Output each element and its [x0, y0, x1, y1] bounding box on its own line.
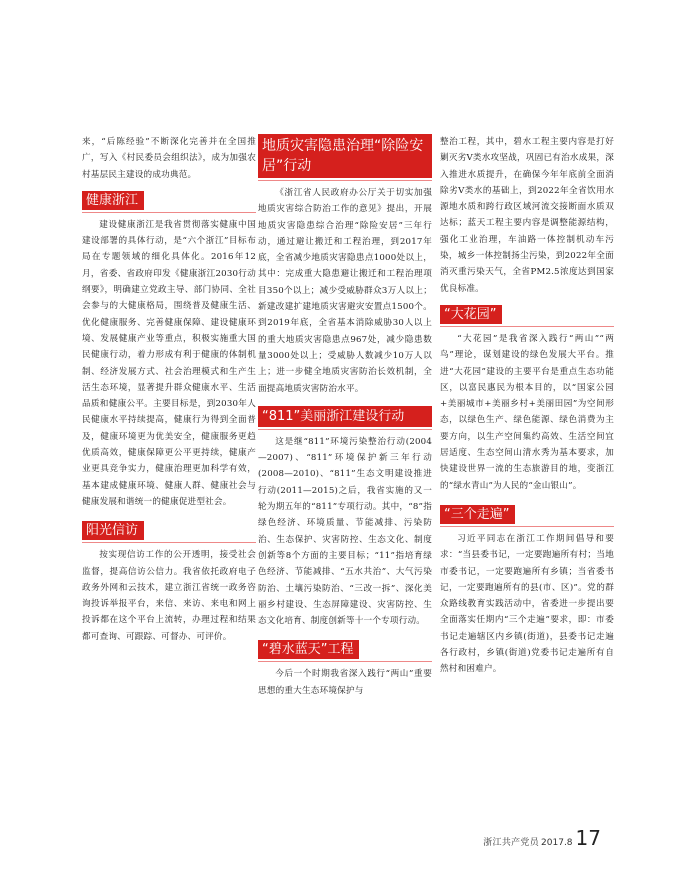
page-footer: [483, 828, 601, 848]
section-heading-big-garden: “大花园”: [440, 305, 502, 324]
section-heading-clear-water-blue-sky: “碧水蓝天”工程: [258, 640, 359, 659]
issue-number: 2017.8: [541, 838, 573, 848]
section-heading-811: “811”美丽浙江建设行动: [258, 406, 432, 427]
paragraph: 按实现信访工作的公开透明，接受社会监督，提高信访公信力。我省依托政府电子政务外网和云技术，建立浙江省统一政务咨询投诉举报平台，来信、来访、来电和网上投诉都在这个平台上流转，办理过程和结果都可查询、可跟踪、可督办、可评价。: [82, 550, 256, 642]
section-heading-health: 健康浙江: [82, 191, 144, 210]
paragraph: 这是继“811”环境污染整治行动(2004—2007)、“811”环境保护新三年行动(2008—2010)、“811”生态文明建设推进行动(2011—2015)之后，我省实施的又一轮为期五年的“811”专项行动。其中，“8”指绿色经济、环境质量、节能减排、污染防治、生态保护、灾害防控、生态文化、制度创新等8个方面的主要目标；“11”指培育绿色经济、节能减排、“五水共治”、大气污染防治、土壤污染防治、“三改一拆”、深化美丽乡村建设、生态屏障建设、灾害防控、生态文化培育、制度创新等十一个专项行动。: [258, 436, 432, 627]
paragraph: 习近平同志在浙江工作期间倡导和要求：“当县委书记，一定要跑遍所有村；当地市委书记，一定要跑遍所有乡镇；当省委书记，一定要跑遍所有的县(市、区)”。党的群众路线教育实践活动中，省委进一步提出要全面落实任期内“三个走遍”要求，即：市委书记走遍辖区内乡镇(街道)，县委书记走遍各行政村，乡镇(街道)党委书记走遍所有自然村和困难户。: [440, 533, 614, 675]
section-heading-three-visits: “三个走遍”: [440, 505, 515, 524]
page-number: 17: [575, 826, 601, 850]
paragraph: 来，“后陈经验”不断深化完善并在全国推广，写入《村民委员会组织法》，成为加强农村基层民主建设的成功典范。: [82, 137, 256, 180]
column-3: [440, 134, 614, 678]
column-1: [82, 134, 256, 645]
paragraph: 整治工程，其中，碧水工程主要内容是打好剿灭劣Ⅴ类水攻坚战，巩固已有治水成果，深入推进水质提升，在确保今年年底前全面消除劣Ⅴ类水的基础上，到2022年全省饮用水源地水质和跨行政区域河流交接断面水质双达标；蓝天工程主要内容是调整能源结构，强化工业治理，车油路一体控制机动车污染，城乡一体控制扬尘污染，到2022年全面消灭重污染天气，全省PM2.5浓度达到国家优良标准。: [440, 137, 614, 294]
paragraph: 《浙江省人民政府办公厅关于切实加强地质灾害综合防治工作的意见》提出，开展地质灾害隐患综合治理“除险安居”三年行动，通过避让搬迁和工程治理，到2017年底，全省减少地质灾害隐患点1000处以上，其中：完成重大隐患避让搬迁和工程治理项目350个以上；减少受威胁群众3万人以上；新建改建扩建地质灾害避灾安置点1500个。到2019年底，全省基本消除威胁30人以上的重大地质灾害隐患点967处，减少隐患数量3000处以上；受威胁人数减少10万人以上；进一步健全地质灾害防治长效机制，全面提高地质灾害防治水平。: [258, 188, 432, 394]
section-heading-geohazard: 地质灾害隐患治理“除险安居”行动: [258, 134, 432, 178]
magazine-name: 浙江共产党员: [483, 838, 540, 848]
paragraph: 建设健康浙江是我省贯彻落实健康中国建设部署的具体行动，是“六个浙江”目标布局在专题领域的细化具体化。2016年12月，省委、省政府印发《健康浙江2030行动纲要》，明确建立党政主导、部门协同、全社会参与的大健康格局，围绕普及健康生活、优化健康服务、完善健康保障、建设健康环境、发展健康产业等重点，积极实施重大国民健康行动，着力形成有利于健康的体制机制、经济发展方式、社会治理模式和生产生活生态环境，显著提升群众健康水平、生活品质和健康公平。主要目标是，到2030年人民健康水平持续提高，健康行为得到全面普及，健康环境更为优美安全，健康服务更趋优质高效，健康保障更公平更持续，健康产业更具竞争实力，健康治理更加科学有效，基本建成健康环境、健康人群、健康社会与健康发展和谐统一的健康促进型社会。: [82, 219, 256, 507]
section-heading-sunshine-petition: 阳光信访: [82, 521, 144, 540]
column-2: [258, 134, 432, 699]
paragraph: “大花园”是我省深入践行“两山”“两鸟”理论，谋划建设的绿色发展大平台。推进“大花园”建设的主要平台是重点生态功能区，以富民惠民为根本目的，以“国家公园+美丽城市+美丽乡村+美丽田园”为空间形态，以绿色生产、绿色能源、绿色消费为主要方向，以生产空间集约高效、生活空间宜居适度、生态空间山清水秀为基本要求，加快建设世界一流的生态旅游目的地，变浙江的“绿水青山”为人民的“金山银山”。: [440, 333, 614, 491]
paragraph: 今后一个时期我省深入践行“两山”重要思想的重大生态环境保护与: [258, 669, 432, 696]
